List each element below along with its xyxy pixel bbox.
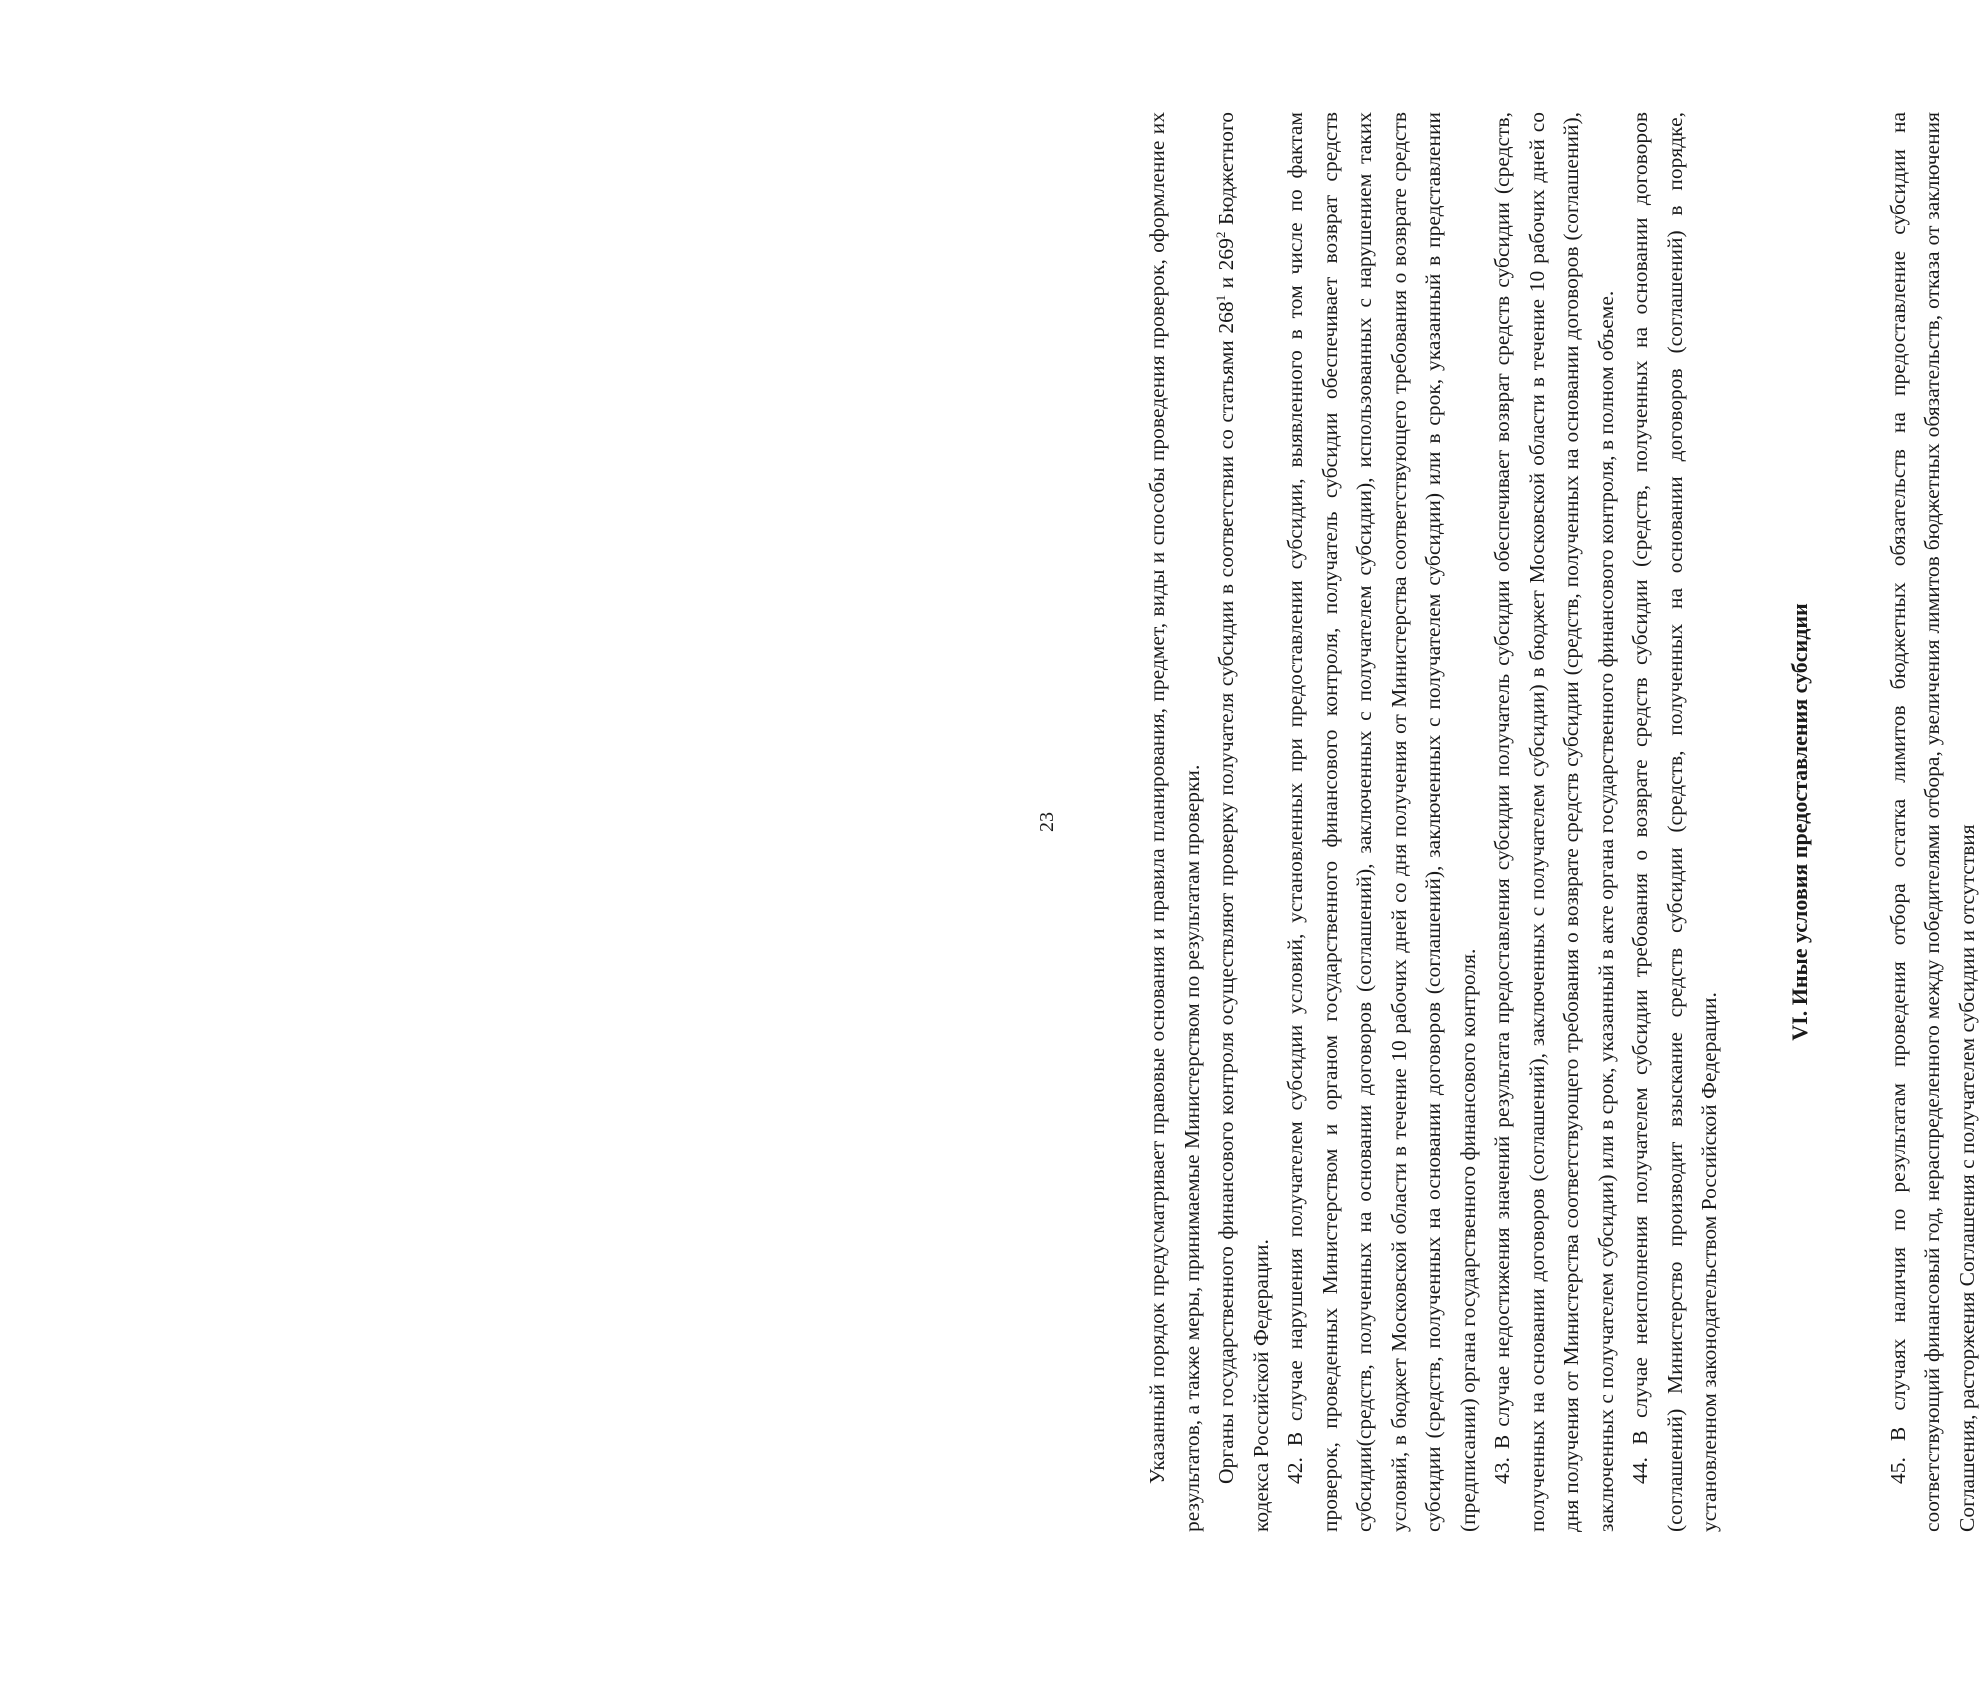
paragraph-clause-42: 42. В случае нарушения получателем субсидии условий, установленных при предоставлении субсидии, выявленного в том числе по фактам проверок, проведенных Министерством и органом государственного финансового контроля, получатель субсидии обеспечивает возврат средств субсидии(средств, полученных на основании договоров (соглашений), заключенных с получателем субсидии), использованных с нарушением таких условий, в бюджет Московской области в течение 10 рабочих дней со дня получения от Министерства соответствующего требования о возврате средств субсидии (средств, полученных на основании договоров (соглашений), заключенных с получателем субсидии) или в срок, указанный в представлении (предписании) органа государственного финансового контроля. bbox=[1283, 112, 1480, 1532]
document-body bbox=[1140, 112, 1984, 1532]
paragraph-state-financial-control bbox=[1209, 112, 1278, 1532]
paragraph-clause-43: 43. В случае недостижения значений результата предоставления субсидии получатель субсидии обеспечивает возврат средств субсидии (средств, полученных на основании договоров (соглашений), заключенных с получателем субсидии) в бюджет Московской области в течение 10 рабочих дней со дня получения от Министерства соответствующего требования о возврате средств субсидии (средств, полученных на основании договоров (соглашений), заключенных с получателем субсидии) или в срок, указанный в акте органа государственного финансового контроля, в полном объеме. bbox=[1490, 112, 1618, 1532]
paragraph-clause-44: 44. В случае неисполнения получателем субсидии требования о возврате средств субсидии (средств, полученных на основании договоров (соглашений) Министерство производит взыскание средств субсидии (средств, полученных на основании договоров (соглашений) в порядке, установленном законодательством Российской Федерации. bbox=[1628, 112, 1721, 1532]
paragraph-text-segment: Органы государственного финансового контроля осуществляют проверку получателя субсидии в соответствии со статьями 268 bbox=[1214, 301, 1238, 1484]
paragraph-text-segment: и 269 bbox=[1214, 238, 1238, 295]
superscript-article-268: 1 bbox=[1212, 294, 1228, 302]
page-number: 23 bbox=[1036, 812, 1058, 832]
paragraph-clause-45: 45. В случаях наличия по результатам проведения отбора остатка лимитов бюджетных обязательств на предоставление субсидии на соответствующий финансовый год, нераспределенного между победителями отбора, увеличения лимитов бюджетных обязательств, отказа от заключения Соглашения, расторжения Соглашения с получателем субсидии и отсутствия bbox=[1885, 112, 1979, 1532]
paragraph-text-segment: Бюджетного кодекса Российской Федерации. bbox=[1214, 112, 1273, 1532]
section-heading: VI. Иные условия предоставления субсидии bbox=[1786, 603, 1812, 1041]
superscript-article-269: 2 bbox=[1212, 231, 1228, 239]
paragraph-procedure-description: Указанный порядок предусматривает правовые основания и правила планирования, предмет, виды и способы проведения проверок, оформление их результатов, а также меры, принимаемые Министерством по результатам проверки. bbox=[1145, 112, 1204, 1532]
